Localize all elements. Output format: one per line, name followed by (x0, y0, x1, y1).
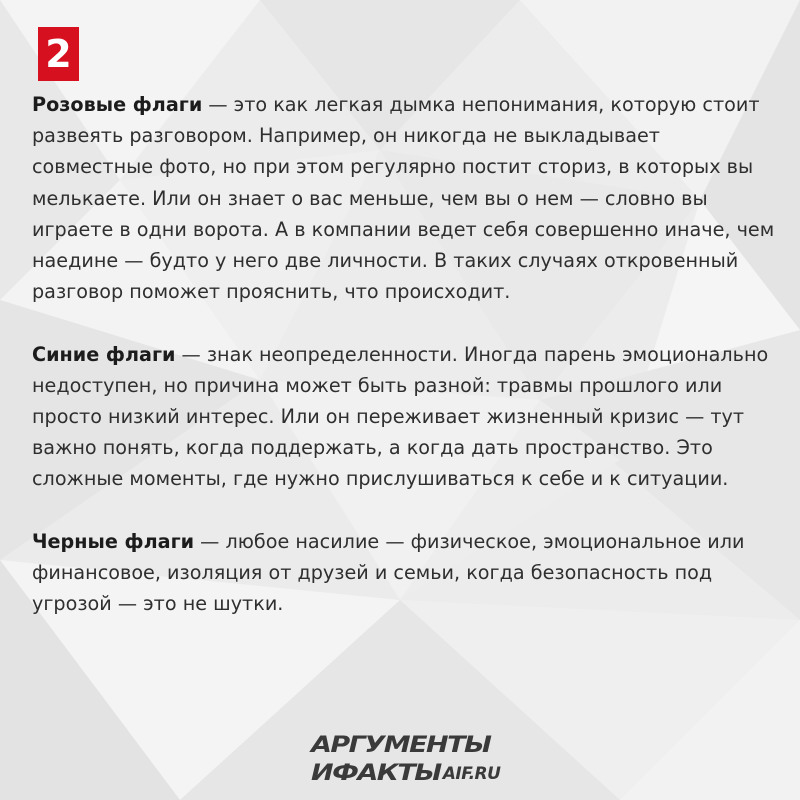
term-blue-flags: Синие флаги (32, 342, 176, 366)
paragraph-black-flags (32, 526, 777, 620)
text-pink-flags: — это как легкая дымка непонимания, которую стоит развеять разговором. Например, он никогда не выкладывает совместные фото, но при этом регулярно постит сториз, в которых вы мелькаете. Или он знает о вас меньше, чем вы о нем — словно вы играете в одни ворота. А в компании ведет себя совершенно иначе, чем наедине — будто у него две личности. В таких случаях откровенный разговор поможет прояснить, что происходит. (32, 93, 775, 304)
logo-site-text: AIF.RU (442, 764, 501, 784)
paragraph-blue-flags (32, 339, 777, 495)
aif-logo (311, 734, 500, 784)
term-pink-flags: Розовые флаги (32, 93, 203, 116)
text-blue-flags: — знак неопределенности. Иногда парень эмоционально недоступен, но причина может быть разной: травмы прошлого или просто низкий интерес. Или он переживает жизненный кризис — тут важно понять, когда поддержать, а когда дать пространство. Это сложные моменты, где нужно прислушиваться к себе и к ситуации. (32, 342, 769, 491)
article-body (32, 89, 777, 651)
text-black-flags: — любое насилие — физическое, эмоциональное или финансовое, изоляция от друзей и семьи, когда безопасность под угрозой — это не шутки. (32, 529, 745, 616)
logo-facts-text: ИФАКТЫ (311, 760, 441, 786)
term-black-flags: Черные флаги (32, 529, 195, 553)
logo-line-facts (311, 757, 500, 784)
logo-line-arguments: АРГУМЕНТЫ (311, 732, 491, 758)
paragraph-pink-flags (32, 89, 777, 307)
page-number-badge: 2 (38, 27, 79, 81)
